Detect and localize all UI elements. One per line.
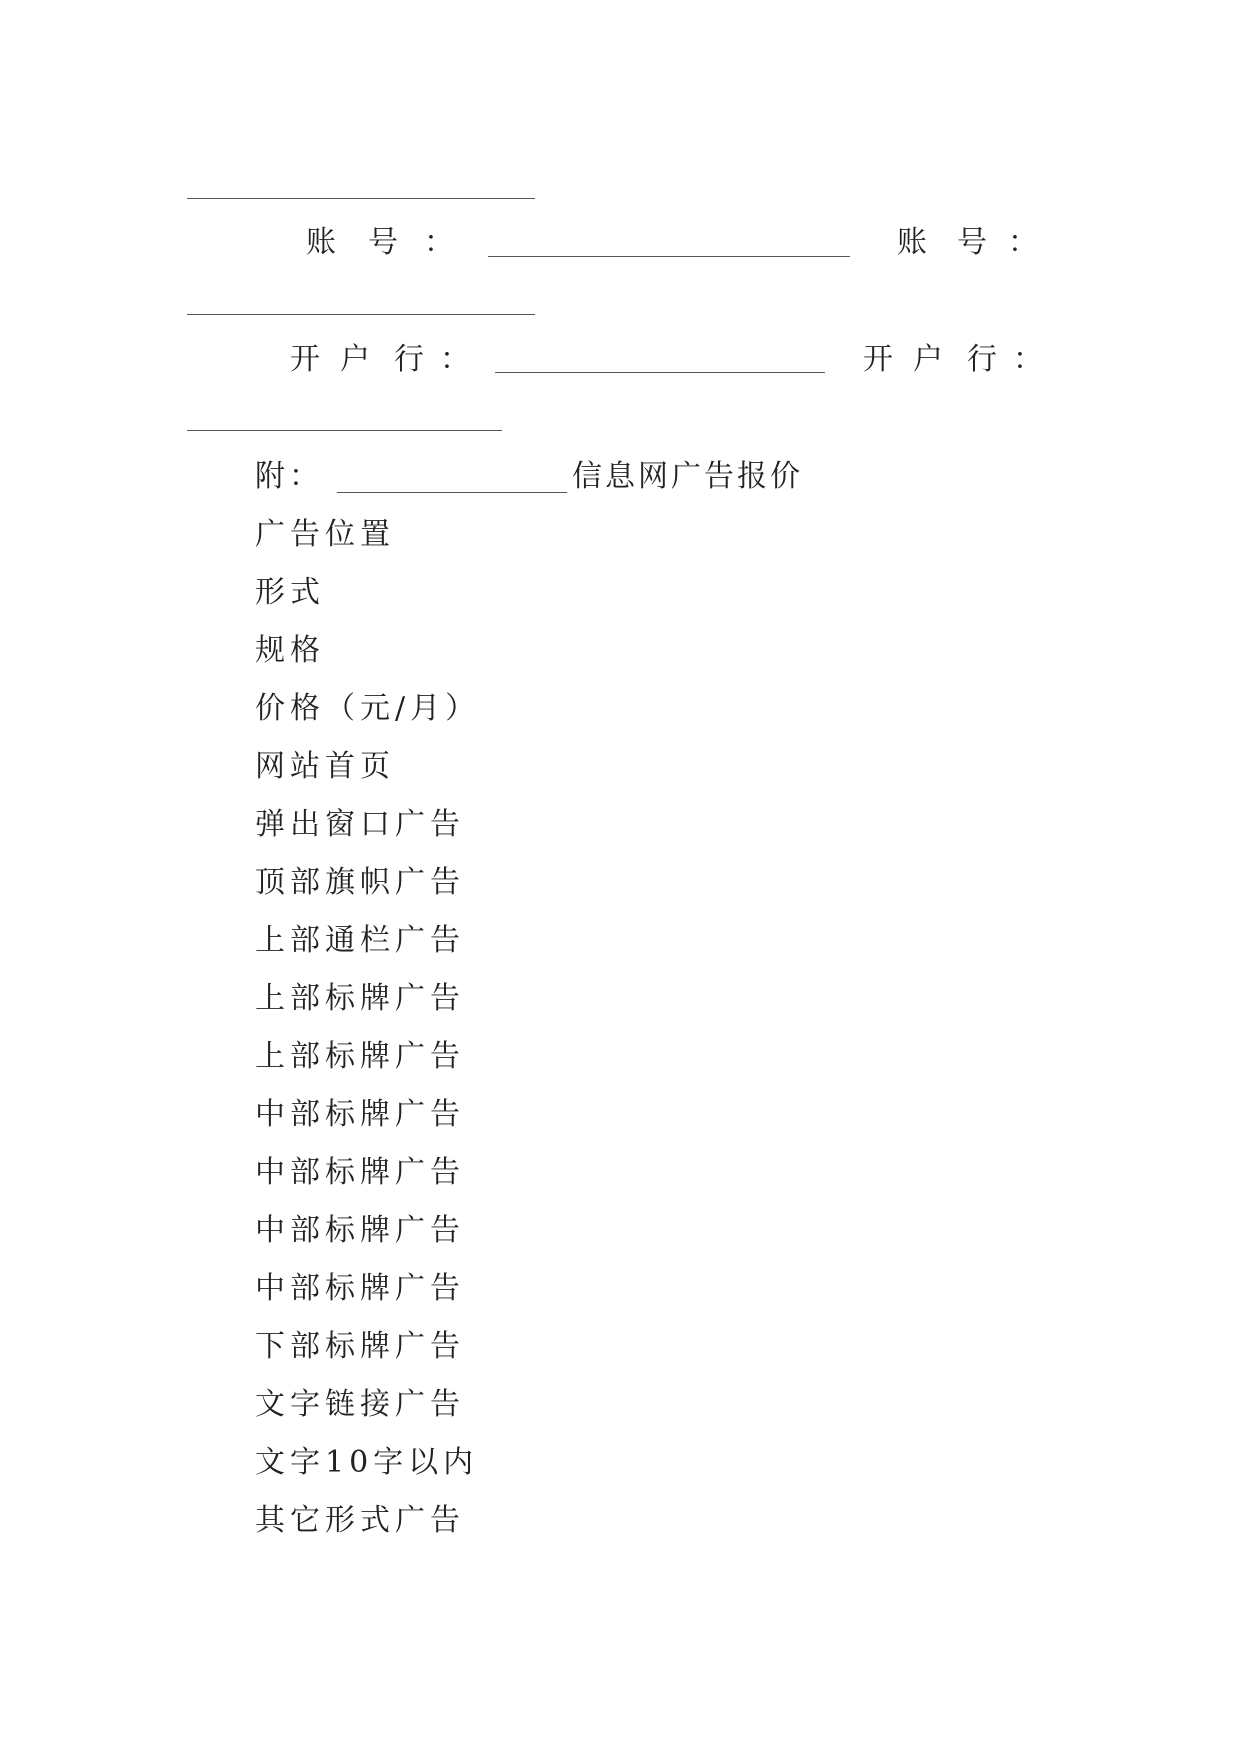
bank-blank-right xyxy=(187,430,502,431)
bank-char: 户 xyxy=(913,342,943,377)
bank-char: 行 xyxy=(394,342,424,377)
account-char: ： xyxy=(1008,225,1038,260)
account-char: 号 xyxy=(368,225,398,260)
list-item: 价格（元/月） xyxy=(255,691,481,726)
list-item: 中部标牌广告 xyxy=(255,1271,465,1306)
list-item: 网站首页 xyxy=(255,749,395,784)
account-char: ： xyxy=(424,225,454,260)
account-char: 账 xyxy=(306,225,336,260)
appendix-label: 附： xyxy=(255,459,323,494)
bank-blank-left xyxy=(495,372,825,373)
account-blank-right xyxy=(187,314,535,315)
list-item: 其它形式广告 xyxy=(255,1503,465,1538)
list-item: 文字10字以内 xyxy=(255,1445,479,1480)
list-item: 文字链接广告 xyxy=(255,1387,465,1422)
bank-char: 开 xyxy=(863,342,893,377)
bank-char: 行 xyxy=(967,342,997,377)
list-item: 上部通栏广告 xyxy=(255,923,465,958)
appendix-title: 信息网广告报价 xyxy=(572,459,803,494)
list-item: 中部标牌广告 xyxy=(255,1097,465,1132)
list-item: 顶部旗帜广告 xyxy=(255,865,465,900)
bank-char: ： xyxy=(1013,342,1043,377)
list-item: 中部标牌广告 xyxy=(255,1155,465,1190)
blank-line-top xyxy=(187,198,535,199)
account-blank-left xyxy=(488,256,850,257)
list-item: 广告位置 xyxy=(255,517,395,552)
bank-char: 开 xyxy=(290,342,320,377)
bank-char: 户 xyxy=(340,342,370,377)
list-item: 中部标牌广告 xyxy=(255,1213,465,1248)
ad-price-list xyxy=(255,514,480,1558)
list-item: 下部标牌广告 xyxy=(255,1329,465,1364)
list-item: 规格 xyxy=(255,633,325,668)
account-char: 号 xyxy=(957,225,987,260)
bank-char: ： xyxy=(440,342,470,377)
account-char: 账 xyxy=(897,225,927,260)
list-item: 上部标牌广告 xyxy=(255,981,465,1016)
list-item: 上部标牌广告 xyxy=(255,1039,465,1074)
list-item: 形式 xyxy=(255,575,325,610)
list-item: 弹出窗口广告 xyxy=(255,807,465,842)
appendix-blank xyxy=(337,492,567,493)
